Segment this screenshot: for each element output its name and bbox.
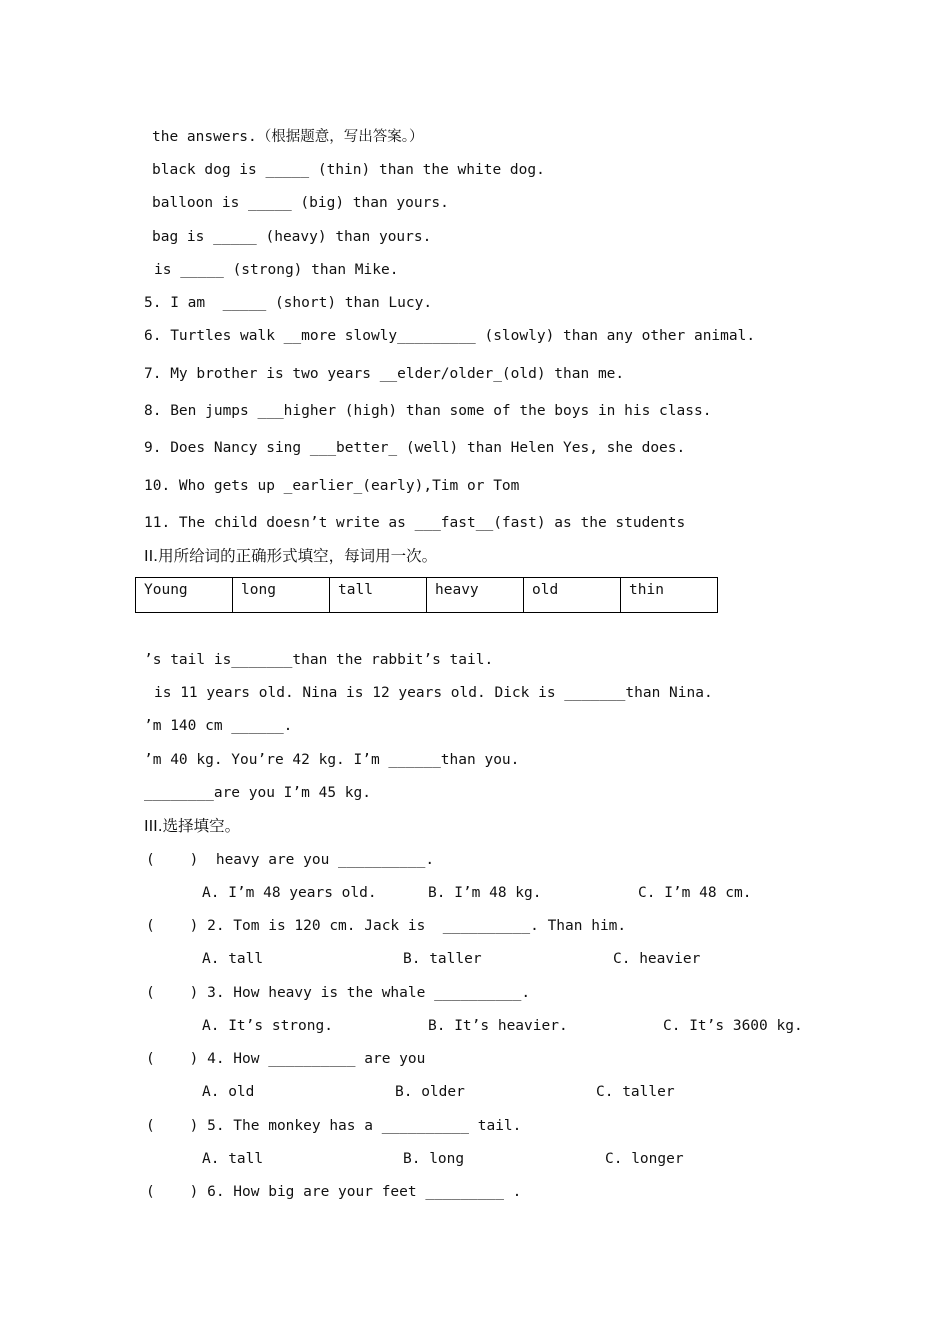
question-4-stem: ( ) 4. How __________ are you <box>146 1051 426 1067</box>
section1-line-8: 7. My brother is two years __elder/older_(old) than me. <box>144 366 625 382</box>
question-2-option-a: A. tall <box>202 951 264 967</box>
question-4-option-a: A. old <box>202 1084 255 1100</box>
section1-line-3: balloon is _____ (big) than yours. <box>152 195 449 211</box>
word-bank-cell: heavy <box>427 578 524 613</box>
section2-line-4: ’m 40 kg. You’re 42 kg. I’m ______than you. <box>144 752 520 768</box>
section1-line-2: black dog is _____ (thin) than the white dog. <box>152 162 545 178</box>
section1-line-1: the answers.（根据题意，写出答案。） <box>152 129 424 145</box>
question-3-stem: ( ) 3. How heavy is the whale __________. <box>146 985 531 1001</box>
section1-line-6: 5. I am _____ (short) than Lucy. <box>144 295 433 311</box>
word-bank-cell: long <box>233 578 330 613</box>
question-1-option-b: B. I’m 48 kg. <box>428 885 542 901</box>
question-1-option-a: A. I’m 48 years old. <box>202 885 377 901</box>
question-1-stem: ( ) heavy are you __________. <box>146 852 435 868</box>
word-bank-table <box>135 577 718 613</box>
question-1-option-c: C. I’m 48 cm. <box>638 885 752 901</box>
question-5-stem: ( ) 5. The monkey has a __________ tail. <box>146 1118 522 1134</box>
question-6-stem: ( ) 6. How big are your feet _________ . <box>146 1184 522 1200</box>
word-bank-cell: tall <box>330 578 427 613</box>
question-4-option-b: B. older <box>395 1084 465 1100</box>
section1-line-7: 6. Turtles walk __more slowly_________ (slowly) than any other animal. <box>144 328 756 344</box>
question-5-option-c: C. longer <box>605 1151 684 1167</box>
question-2-option-b: B. taller <box>403 951 482 967</box>
section1-line-10: 9. Does Nancy sing ___better_ (well) than Helen Yes, she does. <box>144 440 686 456</box>
section1-line-9: 8. Ben jumps ___higher (high) than some of the boys in his class. <box>144 403 712 419</box>
word-bank-cell: thin <box>621 578 718 613</box>
question-3-option-c: C. It’s 3600 kg. <box>663 1018 803 1034</box>
question-3-option-b: B. It’s heavier. <box>428 1018 568 1034</box>
question-5-option-b: B. long <box>403 1151 465 1167</box>
section3-heading: III.选择填空。 <box>144 817 241 835</box>
section2-line-1: ’s tail is_______than the rabbit’s tail. <box>144 652 494 668</box>
section1-line-11: 10. Who gets up _earlier_(early),Tim or Tom <box>144 478 520 494</box>
section2-line-3: ’m 140 cm ______. <box>144 718 293 734</box>
question-4-option-c: C. taller <box>596 1084 675 1100</box>
word-bank-cell: old <box>524 578 621 613</box>
section2-line-2: is 11 years old. Nina is 12 years old. Dick is _______than Nina. <box>154 685 713 701</box>
section1-line-12: 11. The child doesn’t write as ___fast__(fast) as the students <box>144 515 686 531</box>
section2-heading: II.用所给词的正确形式填空，每词用一次。 <box>144 547 438 565</box>
question-5-option-a: A. tall <box>202 1151 264 1167</box>
section2-line-5: ________are you I’m 45 kg. <box>144 785 371 801</box>
section1-line-5: is _____ (strong) than Mike. <box>154 262 399 278</box>
question-3-option-a: A. It’s strong. <box>202 1018 333 1034</box>
question-2-stem: ( ) 2. Tom is 120 cm. Jack is __________. Than him. <box>146 918 627 934</box>
section1-line-4: bag is _____ (heavy) than yours. <box>152 229 432 245</box>
question-2-option-c: C. heavier <box>613 951 701 967</box>
word-bank-cell: Young <box>136 578 233 613</box>
